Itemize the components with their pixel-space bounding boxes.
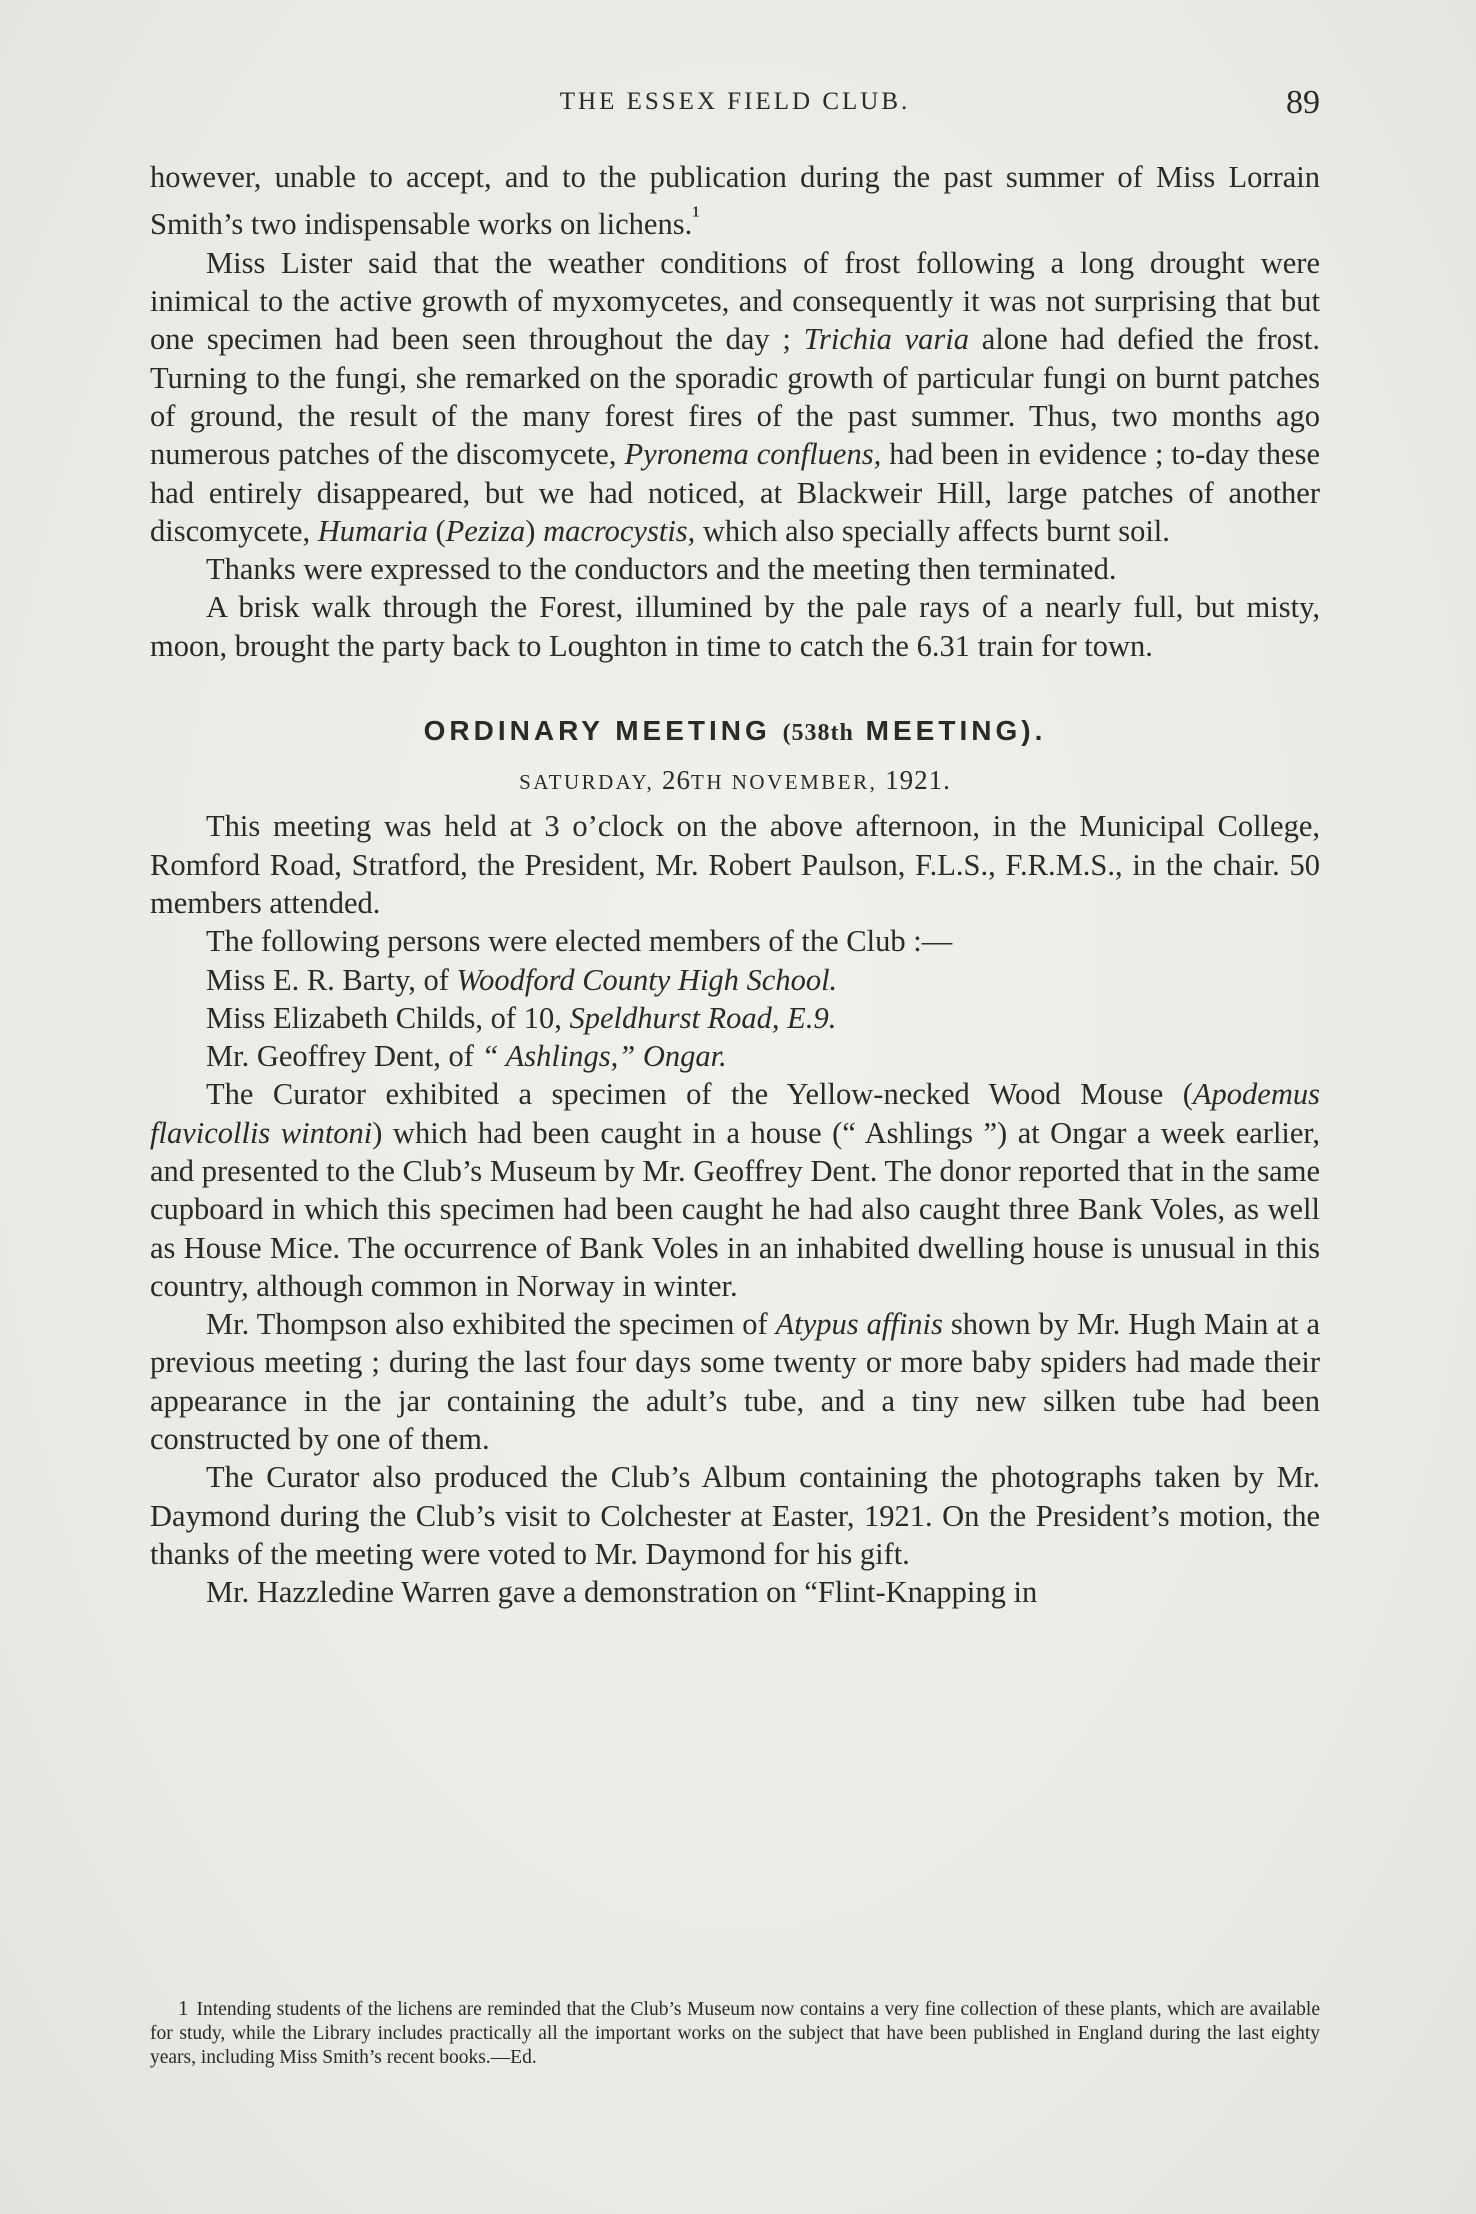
member-entry: Miss Elizabeth Childs, of 10, Speldhurst Road, E.9. — [206, 1000, 837, 1035]
footnote-marker: 1 — [178, 1996, 189, 2020]
paragraph-walk: A brisk walk through the Forest, illumined by the pale rays of a nearly full, but misty, moon, brought the party back to Loughton in time to catch the 6.31 train for town. — [150, 590, 1320, 663]
paragraph-thanks: Thanks were expressed to the conductors and the meeting then terminated. — [206, 552, 1117, 587]
paragraph-lister: Miss Lister said that the weather conditions of frost following a long drought were inimical to the active growth of myxomycetes, and consequently it was not surprising that but one specimen had been seen throughout the day ; Trichia varia alone had defied the frost. Turning to the fungi, she remarked on the sporadic growth of particular fungi on burnt patches of ground, the result of the many forest fires of the past summer. Thus, two months ago numerous patches of the discomycete, Pyronema confluens, had been in evidence ; to-day these had entirely disappeared, but we had noticed, at Blackweir Hill, large patches of another discomycete, Humaria (Peziza) macrocystis, which also specially affects burnt soil. — [150, 245, 1321, 548]
paragraph-elected: The following persons were elected members of the Club :— — [206, 924, 953, 959]
footnote — [150, 1996, 1320, 2071]
running-title: THE ESSEX FIELD CLUB. — [559, 88, 911, 115]
paragraph-curator-mouse: The Curator exhibited a specimen of the Yellow-necked Wood Mouse (Apodemus flavicollis wintoni) which had been caught in a house (“ Ashlings ”) at Ongar a week earlier, and presented to the Club’s Museum by Mr. Geoffrey Dent. The donor reported that in the same cupboard in which this specimen had been caught he had also caught three Bank Voles, as well as House Mice. The occurrence of Bank Voles in an inhabited dwelling house is unusual in this country, although common in Norway in winter. — [150, 1077, 1320, 1303]
body-text — [150, 158, 1320, 1612]
section-heading: ORDINARY MEETING (538th MEETING). — [423, 715, 1047, 747]
paragraph-warren: Mr. Hazzledine Warren gave a demonstration on “Flint-Knapping in — [206, 1575, 1038, 1610]
paragraph-continuation: however, unable to accept, and to the publication during the past summer of Miss Lorrain Smith’s two indispensable works on lichens.$^{^1}$ — [150, 160, 1320, 242]
meeting-date: SATURDAY, 26TH NOVEMBER, 1921. — [519, 765, 951, 796]
paragraph-album: The Curator also produced the Club’s Album containing the photographs taken by Mr. Daymond during the Club’s visit to Colchester at Easter, 1921. On the President’s motion, the thanks of the meeting were voted to Mr. Daymond for his gift. — [150, 1460, 1320, 1571]
paragraph-meeting: This meeting was held at 3 o’clock on the above afternoon, in the Municipal College, Romford Road, Stratford, the President, Mr. Robert Paulson, F.L.S., F.R.M.S., in the chair. 50 members attended. — [150, 809, 1320, 920]
running-head — [150, 84, 1320, 128]
member-entry: Mr. Geoffrey Dent, of “ Ashlings,” Ongar. — [206, 1039, 727, 1074]
paragraph-thompson: Mr. Thompson also exhibited the specimen of Atypus affinis shown by Mr. Hugh Main at a previous meeting ; during the last four days some twenty or more baby spiders had made their appearance in the jar containing the adult’s tube, and a tiny new silken tube had been constructed by one of them. — [150, 1307, 1320, 1457]
member-entry: Miss E. R. Barty, of Woodford County High School. — [206, 962, 838, 997]
footnote-text: Intending students of the lichens are reminded that the Club’s Museum now contains a very fine collection of these plants, which are available for study, while the Library includes practically all the important works on the subject that have been published in England during the last eighty years, including Miss Smith’s recent books.—Ed. — [150, 1999, 1320, 2069]
footnote-ref: ¹ — [692, 201, 700, 230]
page-number: 89 — [1286, 84, 1320, 121]
